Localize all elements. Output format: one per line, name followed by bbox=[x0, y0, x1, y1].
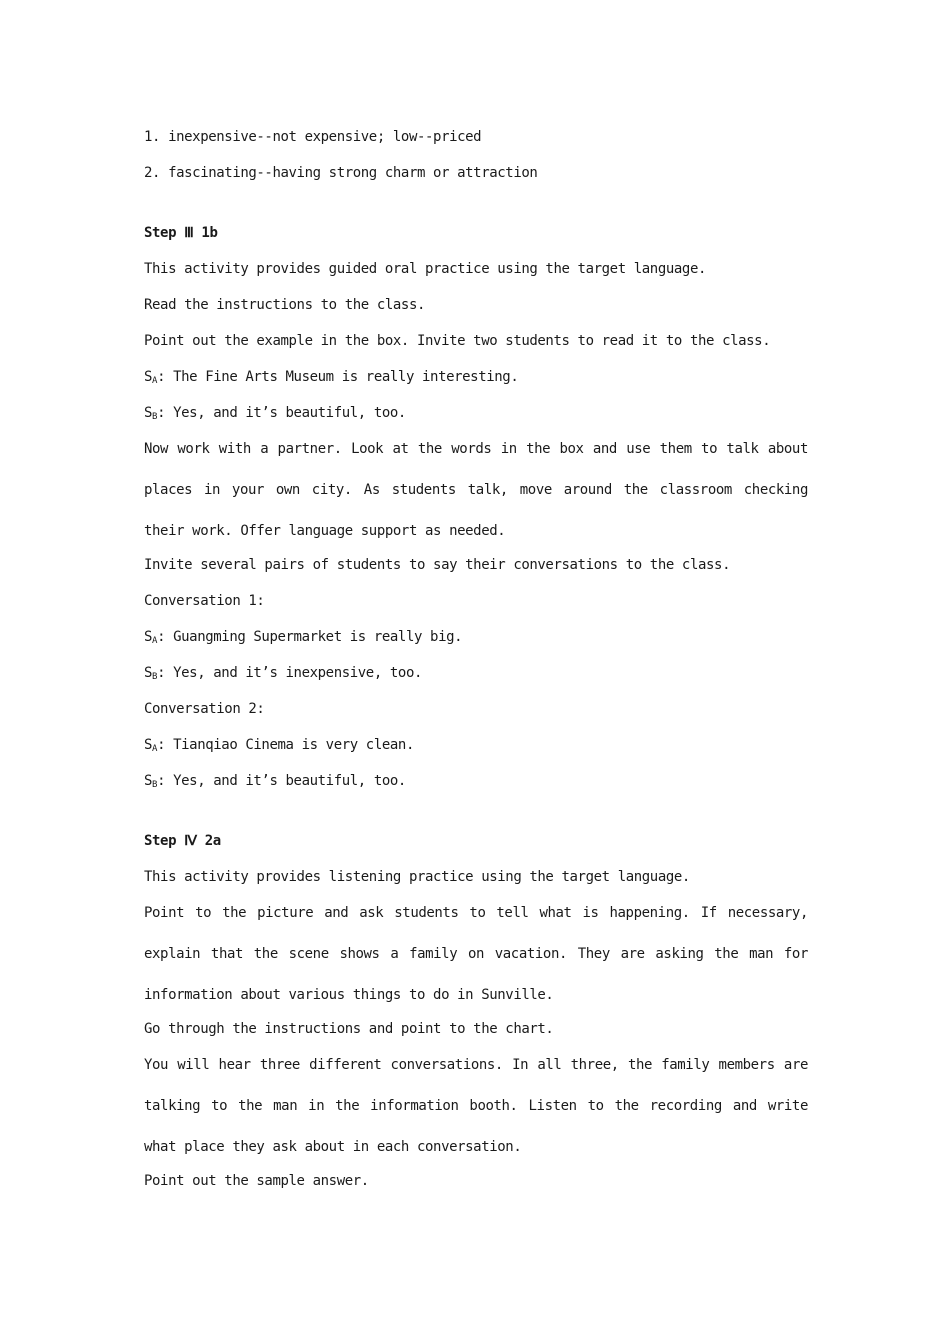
conversation-1-label: Conversation 1: bbox=[144, 593, 265, 609]
conversation-2-line-b: $S_B$: Yes, and it’s beautiful, too. bbox=[144, 773, 406, 790]
conversation-1-line-b: $S_B$: Yes, and it’s inexpensive, too. bbox=[144, 665, 423, 682]
step-3-paragraph-3: Point out the example in the box. Invite two students to read it to the class. bbox=[144, 333, 771, 349]
step-3-paragraph-1: This activity provides guided oral practice using the target language. bbox=[144, 261, 707, 277]
step-3-paragraph-5: Invite several pairs of students to say their conversations to the class. bbox=[144, 557, 731, 573]
step-4-paragraph-4: You will hear three different conversations. In all three, the family members are talking to the man in the information booth. Listen to the recording and write what place they ask about in each conversation. bbox=[144, 1057, 808, 1155]
example-line-b: $S_B$: Yes, and it’s beautiful, too. bbox=[144, 405, 406, 422]
document-page bbox=[144, 124, 808, 1204]
definition-2: 2. fascinating--having strong charm or attraction bbox=[144, 165, 538, 181]
step-4-paragraph-5: Point out the sample answer. bbox=[144, 1173, 369, 1189]
step-4-paragraph-2: Point to the picture and ask students to tell what is happening. If necessary, explain that the scene shows a family on vacation. They are asking the man for information about various things to do in Sunville. bbox=[144, 905, 808, 1003]
definition-1: 1. inexpensive--not expensive; low--priced bbox=[144, 129, 482, 145]
step-3-paragraph-4: Now work with a partner. Look at the words in the box and use them to talk about places in your own city. As students talk, move around the classroom checking their work. Offer language support as needed. bbox=[144, 441, 808, 539]
conversation-2-line-a: $S_A$: Tianqiao Cinema is very clean. bbox=[144, 737, 414, 754]
step-4-paragraph-1: This activity provides listening practice using the target language. bbox=[144, 869, 690, 885]
conversation-1-line-a: $S_A$: Guangming Supermarket is really big. bbox=[144, 629, 463, 646]
step-4-paragraph-3: Go through the instructions and point to the chart. bbox=[144, 1021, 554, 1037]
step-3-paragraph-2: Read the instructions to the class. bbox=[144, 297, 426, 313]
example-line-a: $S_A$: The Fine Arts Museum is really interesting. bbox=[144, 369, 519, 386]
conversation-2-label: Conversation 2: bbox=[144, 701, 265, 717]
step-3-heading: Step Ⅲ 1b bbox=[144, 225, 218, 241]
step-4-heading: Step Ⅳ 2a bbox=[144, 833, 221, 849]
